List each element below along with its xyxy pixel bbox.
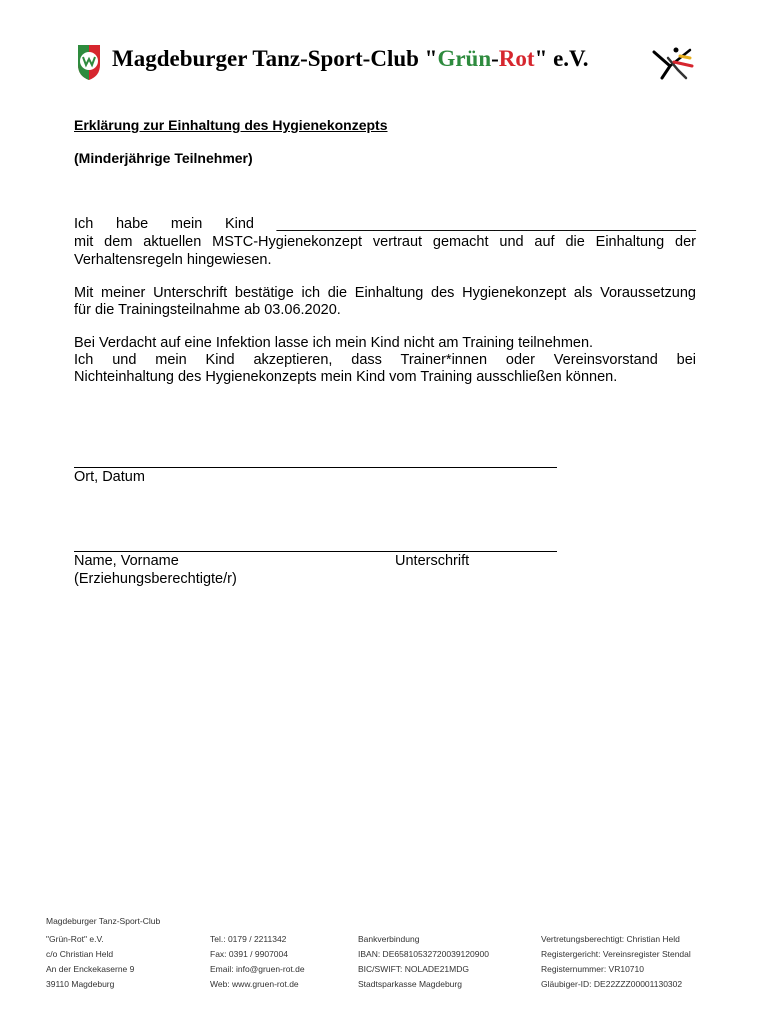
document-title: Erklärung zur Einhaltung des Hygienekonzepts xyxy=(74,117,388,133)
paragraph-2-line-2: für die Trainingsteilnahme ab 03.06.2020. xyxy=(74,302,341,318)
ort-datum-line xyxy=(74,467,557,468)
erziehungsberechtigte-label: (Erziehungsberechtigte/r) xyxy=(74,571,237,587)
unterschrift-label: Unterschrift xyxy=(395,553,470,569)
footer-contact: Tel.: 0179 / 2211342 Fax: 0391 / 9907004 Email: info@gruen-rot.de Web: www.gruen-rot.de xyxy=(210,934,305,989)
footer-club-name: Magdeburger Tanz-Sport-Club xyxy=(46,916,161,926)
name-vorname-label: Name, Vorname xyxy=(74,553,179,569)
signature-line xyxy=(74,551,557,552)
dancers-icon xyxy=(650,44,696,80)
footer-bank: Bankverbindung IBAN: DE65810532720039120900 BIC/SWIFT: NOLADE21MDG Stadtsparkasse Magdeburg xyxy=(358,934,489,989)
document-subtitle: (Minderjährige Teilnehmer) xyxy=(74,150,253,166)
paragraph-3-line-3: Nichteinhaltung des Hygienekonzepts mein Kind vom Training ausschließen können. xyxy=(74,369,618,385)
paragraph-3-line-1: Bei Verdacht auf eine Infektion lasse ich mein Kind nicht am Training teilnehmen. xyxy=(74,335,594,351)
club-logo xyxy=(74,43,104,81)
paragraph-1-line-3: Verhaltensregeln hingewiesen. xyxy=(74,252,272,268)
child-name-line: Ich habe mein Kind ____________________________________________________ xyxy=(74,216,696,232)
club-name-header: Magdeburger Tanz-Sport-Club "Grün-Rot" e.V. xyxy=(112,46,589,71)
paragraph-3-line-2: Ich und mein Kind akzeptieren, dass Trainer*innen oder Vereinsvorstand bei xyxy=(74,352,696,368)
footer-address: "Grün-Rot" e.V. c/o Christian Held An der Enckekaserne 9 39110 Magdeburg xyxy=(46,934,135,989)
paragraph-1-line-2: mit dem aktuellen MSTC-Hygienekonzept vertraut gemacht und auf die Einhaltung der xyxy=(74,234,696,250)
footer-registry: Vertretungsberechtigt: Christian Held Registergericht: Vereinsregister Stendal Registernummer: VR10710 Gläubiger-ID: DE22ZZZ00001130302 xyxy=(541,934,691,989)
paragraph-2-line-1: Mit meiner Unterschrift bestätige ich die Einhaltung des Hygienekonzept als Voraussetzung xyxy=(74,285,696,301)
ort-datum-label: Ort, Datum xyxy=(74,469,145,485)
